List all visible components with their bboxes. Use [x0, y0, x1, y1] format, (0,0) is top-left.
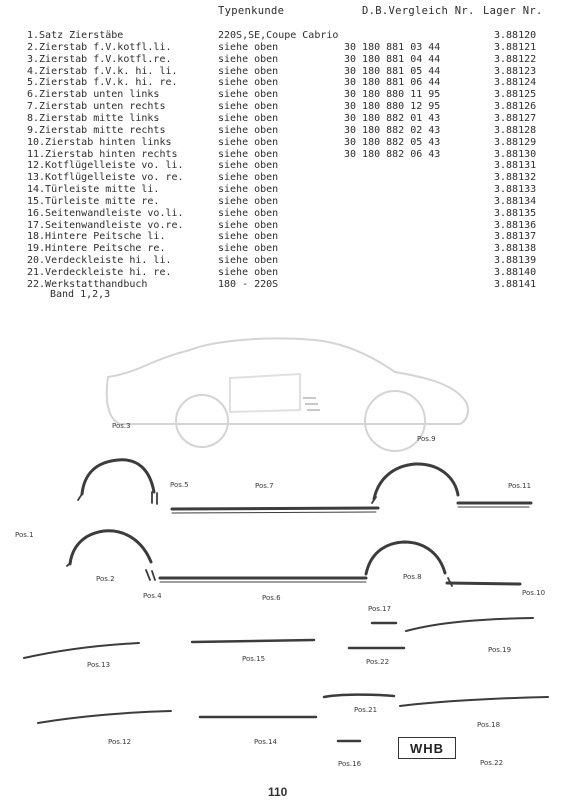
label-pos10: Pos.10	[522, 589, 546, 597]
part-db-number: 30 180 881 06 44	[344, 77, 441, 89]
part-type: siehe oben	[218, 255, 279, 267]
part-type: siehe oben	[218, 195, 279, 207]
trim-pos8	[366, 542, 445, 574]
part-type: siehe oben	[218, 101, 279, 113]
part-name: 4.Zierstab f.V.k. hi. li.	[27, 65, 178, 77]
part-lager-number: 3.88141	[494, 278, 537, 290]
page-number: 110	[268, 785, 288, 799]
part-db-number: 30 180 880 12 95	[344, 101, 441, 113]
part-lager-number: 3.88121	[494, 41, 537, 53]
part-db-number: 30 180 881 04 44	[344, 53, 441, 65]
part-db-number: 30 180 881 03 44	[344, 41, 441, 53]
trim-pos9	[374, 464, 458, 499]
parts-list-note: Band 1,2,3	[50, 289, 111, 300]
label-pos3: Pos.3	[112, 422, 131, 430]
part-type: siehe oben	[218, 219, 279, 231]
part-lager-number: 3.88135	[494, 207, 537, 219]
trim-pos10	[447, 583, 520, 584]
part-name: 10.Zierstab hinten links	[27, 136, 172, 148]
header-db-vergleich: D.B.Vergleich Nr.	[362, 5, 475, 17]
part-name: 21.Verdeckleiste hi. re.	[27, 267, 172, 278]
part-type: siehe oben	[218, 124, 279, 136]
part-name: 17.Seitenwandleiste vo.re.	[27, 219, 184, 231]
whb-logo: WHB	[398, 737, 456, 759]
header-lager: Lager Nr.	[483, 5, 543, 17]
part-name: 20.Verdeckleiste hi. li.	[27, 255, 172, 267]
part-name: 11.Zierstab hinten rechts	[27, 148, 178, 160]
part-type: siehe oben	[218, 160, 279, 172]
label-pos11: Pos.11	[508, 482, 532, 490]
part-db-number: 30 180 882 05 43	[344, 136, 441, 148]
part-lager-number: 3.88138	[494, 243, 537, 255]
label-pos15: Pos.15	[242, 655, 266, 663]
part-type: siehe oben	[218, 53, 279, 65]
part-name: 6.Zierstab unten links	[27, 89, 160, 101]
part-type: siehe oben	[218, 65, 279, 77]
part-name: 14.Türleiste mitte li.	[27, 184, 160, 196]
label-pos4: Pos.4	[143, 592, 162, 600]
part-name: 16.Seitenwandleiste vo.li.	[27, 207, 184, 219]
part-name: 13.Kotflügelleiste vo. re.	[27, 172, 184, 184]
part-name: 3.Zierstab f.V.kotfl.re.	[27, 53, 172, 65]
label-pos2: Pos.2	[96, 575, 115, 583]
part-db-number: 30 180 882 06 43	[344, 148, 441, 160]
part-name: 1.Satz Zierstäbe	[27, 30, 124, 41]
part-name: 19.Hintere Peitsche re.	[27, 243, 166, 255]
trim-pos2	[70, 531, 151, 564]
part-lager-number: 3.88133	[494, 184, 537, 196]
part-lager-number: 3.88129	[494, 136, 537, 148]
part-name: 18.Hintere Peitsche li.	[27, 231, 166, 243]
part-type: siehe oben	[218, 112, 279, 124]
trim-pos13	[24, 643, 139, 658]
label-pos18: Pos.18	[477, 721, 501, 729]
part-type: siehe oben	[218, 184, 279, 196]
label-pos17: Pos.17	[368, 605, 392, 613]
part-lager-number: 3.88123	[494, 65, 537, 77]
label-pos8: Pos.8	[403, 573, 422, 581]
label-pos19: Pos.19	[488, 646, 512, 654]
label-pos6: Pos.6	[262, 594, 281, 602]
part-lager-number: 3.88137	[494, 231, 537, 243]
part-name: 8.Zierstab mitte links	[27, 112, 160, 124]
part-type: siehe oben	[218, 89, 279, 101]
label-pos7: Pos.7	[255, 482, 274, 490]
trim-pos21	[324, 695, 394, 697]
trim-pos18	[400, 697, 548, 706]
trim-pos15	[192, 640, 314, 642]
part-lager-number: 3.88128	[494, 124, 537, 136]
part-lager-number: 3.88139	[494, 255, 537, 267]
part-lager-number: 3.88131	[494, 160, 537, 172]
part-lager-number: 3.88124	[494, 77, 537, 89]
part-name: 2.Zierstab f.V.kotfl.li.	[27, 41, 172, 53]
part-lager-number: 3.88136	[494, 219, 537, 231]
part-type: siehe oben	[218, 267, 279, 278]
part-type: siehe oben	[218, 231, 279, 243]
part-lager-number: 3.88140	[494, 267, 537, 278]
label-pos21: Pos.21	[354, 706, 378, 714]
label-pos14: Pos.14	[254, 738, 278, 746]
part-type: siehe oben	[218, 172, 279, 184]
part-name: 22.Werkstatthandbuch	[27, 278, 148, 290]
part-lager-number: 3.88132	[494, 172, 537, 184]
part-type: siehe oben	[218, 148, 279, 160]
part-db-number: 30 180 882 02 43	[344, 124, 441, 136]
header-typenkunde: Typenkunde	[218, 5, 285, 17]
part-db-number: 30 180 882 01 43	[344, 112, 441, 124]
part-type: siehe oben	[218, 136, 279, 148]
part-lager-number: 3.88122	[494, 53, 537, 65]
part-type: siehe oben	[218, 243, 279, 255]
trim-pos3	[82, 460, 154, 494]
label-pos13: Pos.13	[87, 661, 111, 669]
label-pos22-top: Pos.22	[366, 658, 390, 666]
car-silhouette-watermark	[107, 338, 468, 451]
part-type: 180 - 220S	[218, 278, 279, 290]
part-type: siehe oben	[218, 41, 279, 53]
trim-pos12	[38, 711, 171, 723]
trim-pos7	[172, 508, 378, 509]
part-lager-number: 3.88127	[494, 112, 537, 124]
part-lager-number: 3.88130	[494, 148, 537, 160]
part-lager-number: 3.88134	[494, 195, 537, 207]
part-lager-number: 3.88126	[494, 101, 537, 113]
part-name: 15.Türleiste mitte re.	[27, 195, 160, 207]
part-name: 12.Kotflügelleiste vo. li.	[27, 160, 184, 172]
part-lager-number: 3.88120	[494, 30, 537, 41]
part-name: 7.Zierstab unten rechts	[27, 101, 166, 113]
trim-pos19	[406, 618, 533, 631]
part-lager-number: 3.88125	[494, 89, 537, 101]
part-db-number: 30 180 880 11 95	[344, 89, 441, 101]
label-pos5: Pos.5	[170, 481, 189, 489]
label-pos16: Pos.16	[338, 760, 362, 768]
part-db-number: 30 180 881 05 44	[344, 65, 441, 77]
part-type: 220S,SE,Coupe Cabrio	[218, 30, 339, 41]
label-pos12: Pos.12	[108, 738, 132, 746]
label-pos9: Pos.9	[417, 435, 436, 443]
part-name: 5.Zierstab f.V.k. hi. re.	[27, 77, 178, 89]
part-name: 9.Zierstab mitte rechts	[27, 124, 166, 136]
part-type: siehe oben	[218, 77, 279, 89]
part-type: siehe oben	[218, 207, 279, 219]
label-pos1: Pos.1	[15, 531, 34, 539]
label-pos22-bottom: Pos.22	[480, 759, 504, 767]
